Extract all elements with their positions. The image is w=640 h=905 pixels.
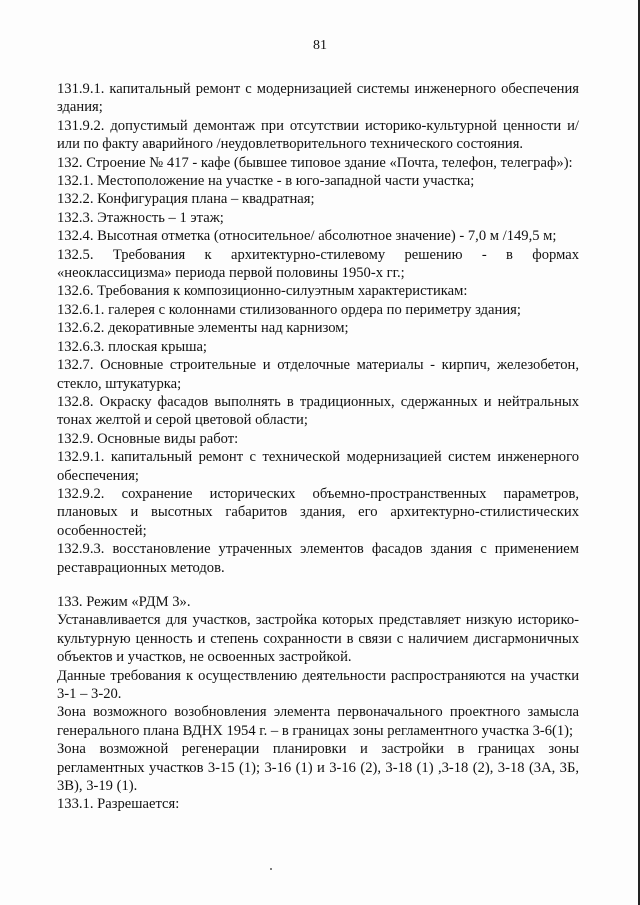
paragraph: Зона возможного возобновления элемента первоначального проектного замысла генерального плана ВДНХ 1954 г. – в границах зоны регламентного участка 3-6(1); [57, 704, 579, 739]
document-body [57, 80, 579, 814]
paragraph: 132.7. Основные строительные и отделочные материалы - кирпич, железобетон, стекло, штукатурка; [57, 357, 579, 392]
paragraph: 132.9.2. сохранение исторических объемно-пространственных параметров, плановых и высотных габаритов здания, его архитектурно-стилистических особенностей; [57, 485, 579, 539]
paragraph: 132.6.3. плоская крыша; [57, 338, 207, 355]
paragraph: 132. Строение № 417 - кафе (бывшее типовое здание «Почта, телефон, телеграф»): [57, 154, 573, 171]
paragraph: 132.9.3. восстановление утраченных элементов фасадов здания с применением реставрационных методов. [57, 541, 579, 576]
scan-speck [270, 868, 272, 870]
paragraph: 131.9.1. капитальный ремонт с модернизацией системы инженерного обеспечения здания; [57, 81, 579, 116]
paragraph: 133.1. Разрешается: [57, 796, 180, 813]
paragraph: Зона возможной регенерации планировки и застройки в границах зоны регламентных участков 3-15 (1); 3-16 (1) и 3-16 (2), 3-18 (1) ,3-18 (2), 3-18 (3А, 3Б, 3В), 3-19 (1). [57, 741, 579, 795]
page-number: 81 [313, 38, 327, 53]
paragraph: 132.4. Высотная отметка (относительное/ абсолютное значение) - 7,0 м /149,5 м; [57, 228, 557, 245]
paragraph: 132.8. Окраску фасадов выполнять в традиционных, сдержанных и нейтральных тонах желтой и серой цветовой области; [57, 393, 579, 429]
paragraph: 132.3. Этажность – 1 этаж; [57, 209, 224, 226]
section-spacer [57, 577, 579, 593]
paragraph: 132.6.2. декоративные элементы над карнизом; [57, 320, 349, 337]
paragraph: 132.5. Требования к архитектурно-стилевому решению - в формах «неоклассицизма» периода первой половины 1950-х гг.; [57, 246, 579, 282]
paragraph: 132.9. Основные виды работ: [57, 430, 239, 447]
paragraph: 131.9.2. допустимый демонтаж при отсутствии историко-культурной ценности и/или по факту аварийного /неудовлетворительного технического состояния. [57, 117, 579, 153]
paragraph: 132.1. Местоположение на участке - в юго-западной части участка; [57, 173, 475, 190]
paragraph: Данные требования к осуществлению деятельности распространяются на участки 3-1 – 3-20. [57, 667, 579, 702]
paragraph: 132.2. Конфигурация плана – квадратная; [57, 191, 315, 208]
paragraph: Устанавливается для участков, застройка которых представляет низкую историко-культурную ценность и степень сохранности в связи с наличием дисгармоничных объектов и участков, не освоенных застройкой. [57, 612, 579, 666]
paragraph: 132.6.1. галерея с колоннами стилизованного ордера по периметру здания; [57, 301, 521, 318]
section-heading: 133. Режим «РДМ 3». [57, 593, 191, 610]
paragraph: 132.9.1. капитальный ремонт с технической модернизацией систем инженерного обеспечения; [57, 449, 579, 484]
paragraph: 132.6. Требования к композиционно-силуэтным характеристикам: [57, 283, 468, 300]
